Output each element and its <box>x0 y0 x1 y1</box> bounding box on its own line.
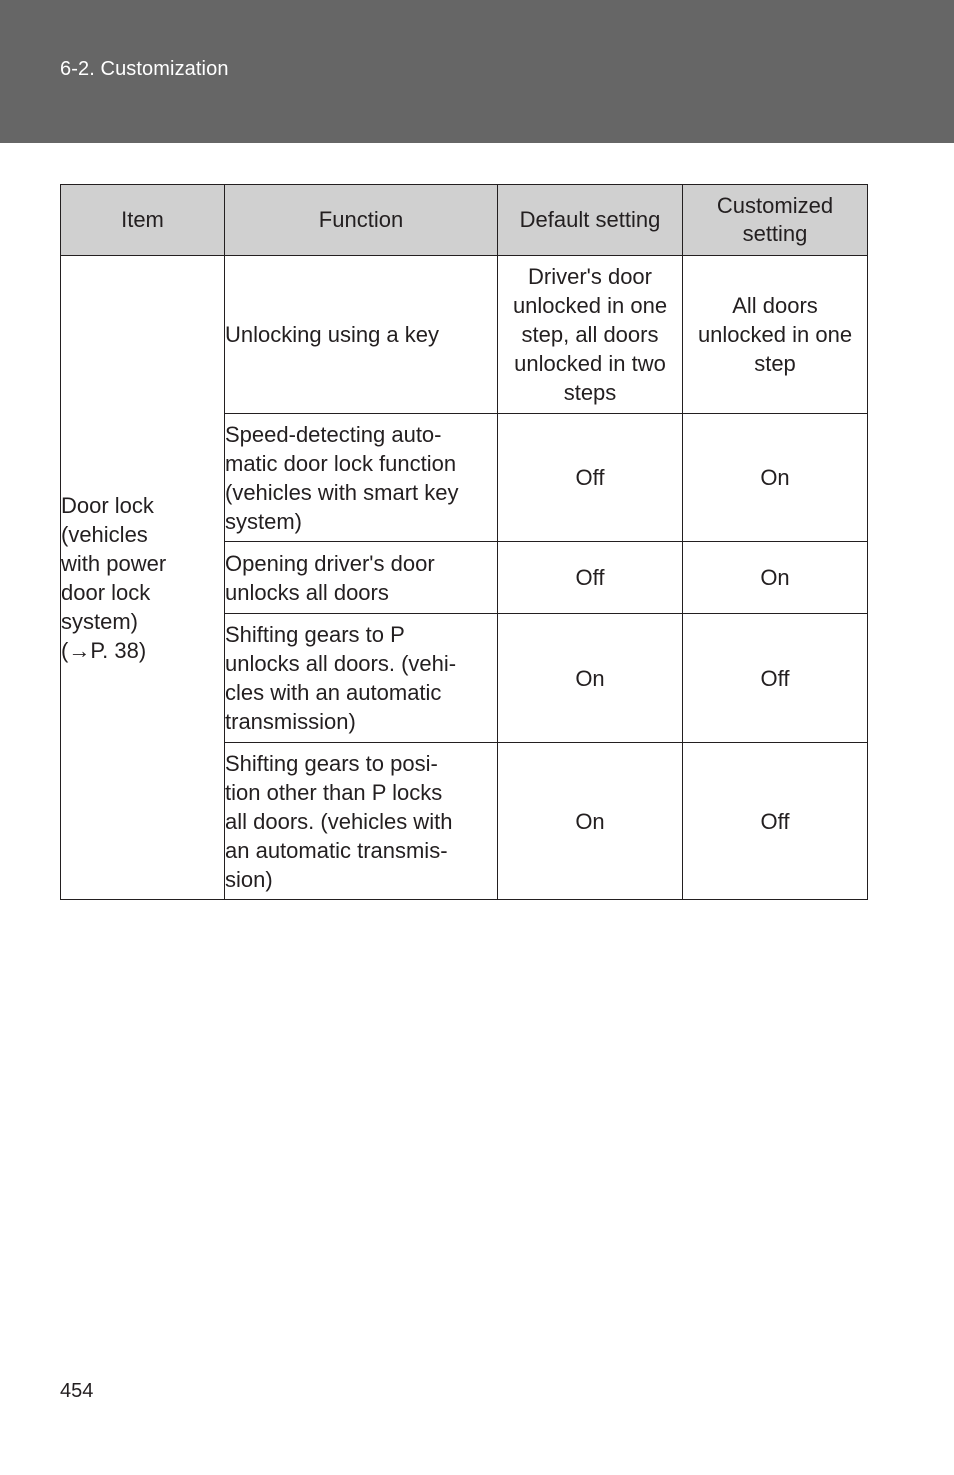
function-line: Shifting gears to P <box>225 622 405 647</box>
item-line: Door lock <box>61 492 154 518</box>
function-line: Speed-detecting auto- <box>225 421 442 447</box>
default-line: Off <box>575 565 605 590</box>
column-header-default-setting <box>498 185 683 256</box>
default-line: On <box>575 665 605 691</box>
function-cell <box>225 414 498 542</box>
default-line: Driver's door <box>527 264 652 289</box>
default-line: On <box>575 808 605 834</box>
page-number: 454 <box>60 1380 94 1402</box>
header-line: Customized <box>716 193 834 218</box>
item-cell-door-lock <box>61 256 225 900</box>
customized-setting-cell <box>683 542 868 614</box>
column-header-item: Item <box>61 185 225 256</box>
customized-line: On <box>760 565 790 590</box>
function-line: matic door lock function <box>225 450 457 476</box>
function-line: (vehicles with smart key <box>225 479 459 505</box>
function-line: unlocks all doors <box>225 579 389 605</box>
item-line: door lock <box>61 579 151 605</box>
customized-line: All doors <box>732 293 818 318</box>
function-line: unlocks all doors. (vehi- <box>225 651 457 676</box>
item-line: system) <box>61 608 138 634</box>
default-setting-cell <box>498 542 683 614</box>
table-header-row <box>61 185 868 256</box>
customized-line: Off <box>760 808 790 834</box>
customized-setting-cell <box>683 256 868 414</box>
column-header-function: Function <box>225 185 498 256</box>
customization-table <box>60 184 868 900</box>
header-line: setting <box>742 221 808 246</box>
function-line: transmission) <box>225 709 356 734</box>
function-line: system) <box>225 508 302 534</box>
function-line: Shifting gears to posi- <box>225 750 438 776</box>
section-title: 6-2. Customization <box>60 58 229 80</box>
default-line: step, all doors <box>521 322 659 347</box>
item-line: with power <box>61 550 167 576</box>
default-setting-cell <box>498 743 683 900</box>
header-line: Default setting <box>519 207 661 232</box>
item-line: (vehicles <box>61 521 148 547</box>
function-line: tion other than P locks <box>225 779 443 805</box>
function-cell <box>225 256 498 414</box>
default-line: unlocked in one <box>512 293 668 318</box>
function-line: Unlocking using a key <box>225 322 440 347</box>
function-line: an automatic transmis- <box>225 837 448 863</box>
customized-setting-cell <box>683 614 868 743</box>
function-line: cles with an automatic <box>225 680 442 705</box>
function-cell <box>225 542 498 614</box>
customized-setting-cell <box>683 414 868 542</box>
customized-line: On <box>760 465 790 490</box>
column-header-customized-setting <box>683 185 868 256</box>
header-band <box>0 0 954 143</box>
default-setting-cell <box>498 414 683 542</box>
function-cell <box>225 614 498 743</box>
customized-line: step <box>754 351 796 376</box>
customized-setting-cell <box>683 743 868 900</box>
function-line: all doors. (vehicles with <box>225 808 453 834</box>
customized-line: unlocked in one <box>697 322 853 347</box>
default-line: steps <box>563 380 617 405</box>
default-setting-cell <box>498 256 683 414</box>
default-setting-cell <box>498 614 683 743</box>
default-line: unlocked in two <box>514 351 666 376</box>
function-line: Opening driver's door <box>225 550 435 576</box>
function-cell <box>225 743 498 900</box>
customized-line: Off <box>760 665 790 691</box>
table-row <box>61 256 868 414</box>
default-line: Off <box>575 465 605 490</box>
function-line: sion) <box>225 866 273 892</box>
item-line: (→P. 38) <box>61 637 147 663</box>
